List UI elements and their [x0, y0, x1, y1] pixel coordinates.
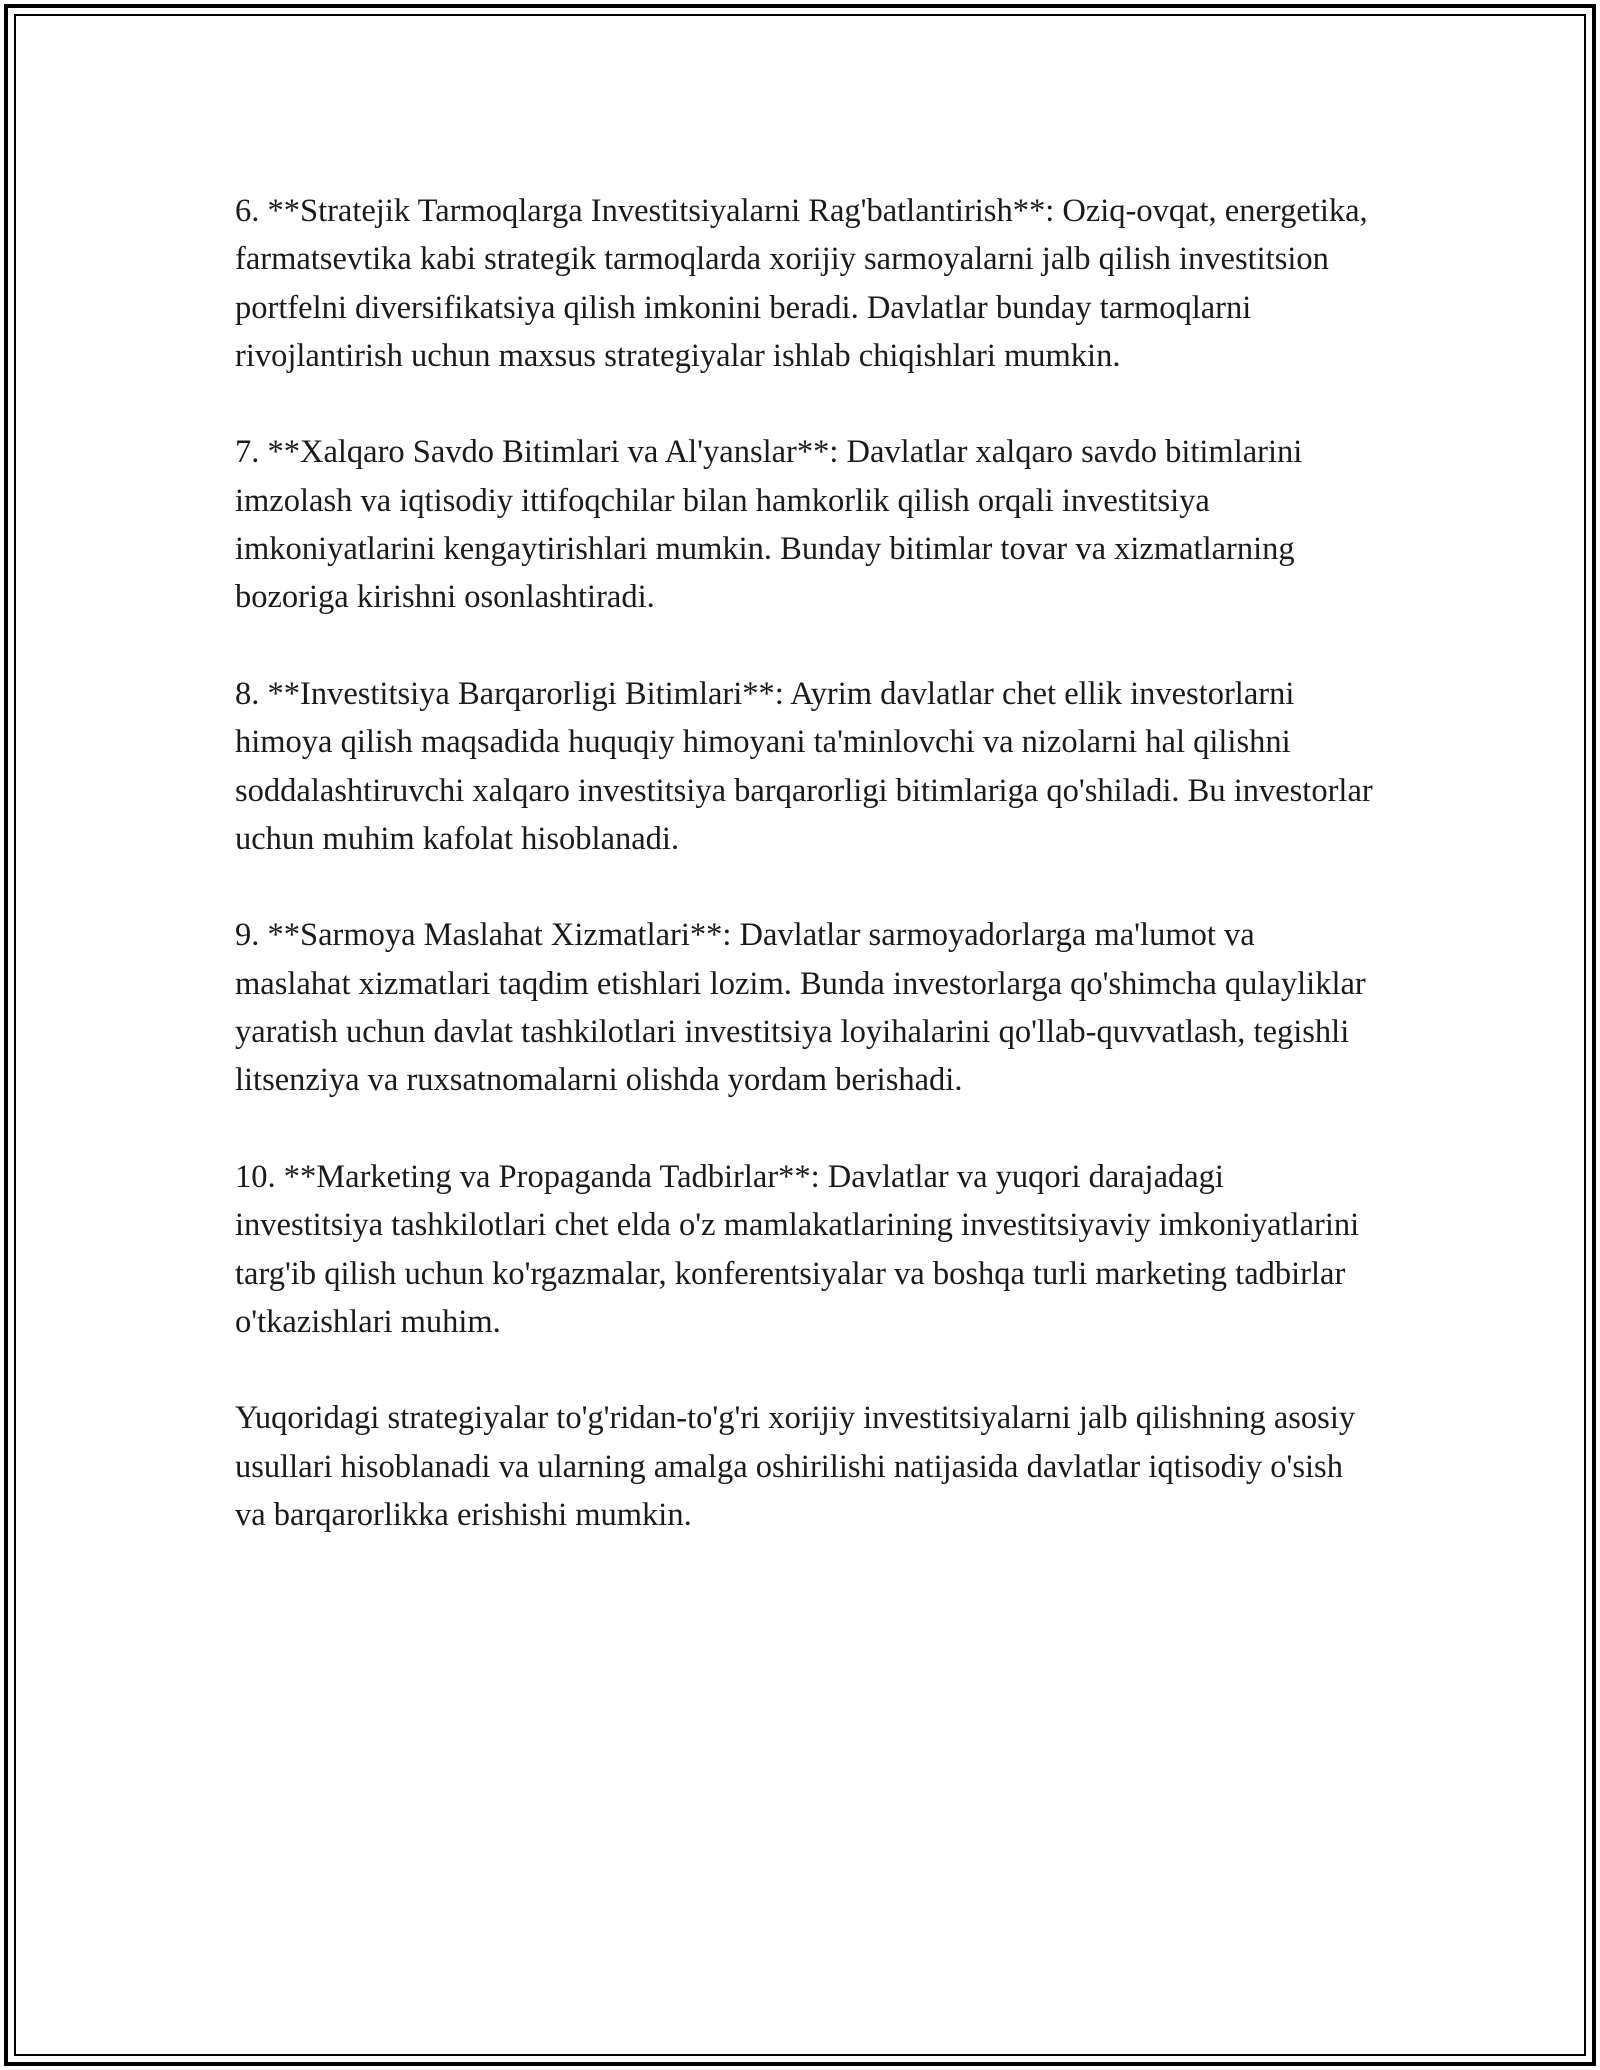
- paragraph-item-10: 10. **Marketing va Propaganda Tadbirlar**: Davlatlar va yuqori darajadagi investitsiya tashkilotlari chet elda o'z mamlakatlarining investitsiyaviy imkoniyatlarini targ'ib qilish uchun ko'rgazmalar, konferentsiyalar va boshqa turli marketing tadbirlar o'tkazishlari muhim.: [235, 1158, 1360, 1340]
- paragraph-item-7: 7. **Xalqaro Savdo Bitimlari va Al'yanslar**: Davlatlar xalqaro savdo bitimlarini imzolash va iqtisodiy ittifoqchilar bilan hamkorlik qilish orqali investitsiya imkoniyatlarini kengaytirishlari mumkin. Bunday bitimlar tovar va xizmatlarning bozoriga kirishni osonlashtiradi.: [235, 434, 1303, 616]
- paragraph-item-9: 9. **Sarmoya Maslahat Xizmatlari**: Davlatlar sarmoyadorlarga ma'lumot va maslahat xizmatlari taqdim etishlari lozim. Bunda investorlarga qo'shimcha qulayliklar yaratish uchun davlat tashkilotlari investitsiya loyihalarini qo'llab-quvvatlash, tegishli litsenziya va ruxsatnomalarni olishda yordam berishadi.: [235, 917, 1366, 1099]
- document-body: [235, 187, 1375, 1588]
- paragraph-item-8: 8. **Investitsiya Barqarorligi Bitimlari**: Ayrim davlatlar chet ellik investorlarni himoya qilish maqsadida huquqiy himoyani ta'minlovchi va nizolarni hal qilishni soddalashtiruvchi xalqaro investitsiya barqarorligi bitimlariga qo'shiladi. Bu investorlar uchun muhim kafolat hisoblanadi.: [235, 675, 1373, 857]
- paragraph-item-6: 6. **Stratejik Tarmoqlarga Investitsiyalarni Rag'batlantirish**: Oziq-ovqat, energetika, farmatsevtika kabi strategik tarmoqlarda xorijiy sarmoyalarni jalb qilish investitsion portfelni diversifikatsiya qilish imkonini beradi. Davlatlar bunday tarmoqlarni rivojlantirish uchun maxsus strategiyalar ishlab chiqishlari mumkin.: [235, 193, 1368, 374]
- paragraph-conclusion: Yuqoridagi strategiyalar to'g'ridan-to'g'ri xorijiy investitsiyalarni jalb qilishning asosiy usullari hisoblanadi va ularning amalga oshirilishi natijasida davlatlar iqtisodiy o'sish va barqarorlikka erishishi mumkin.: [235, 1400, 1356, 1534]
